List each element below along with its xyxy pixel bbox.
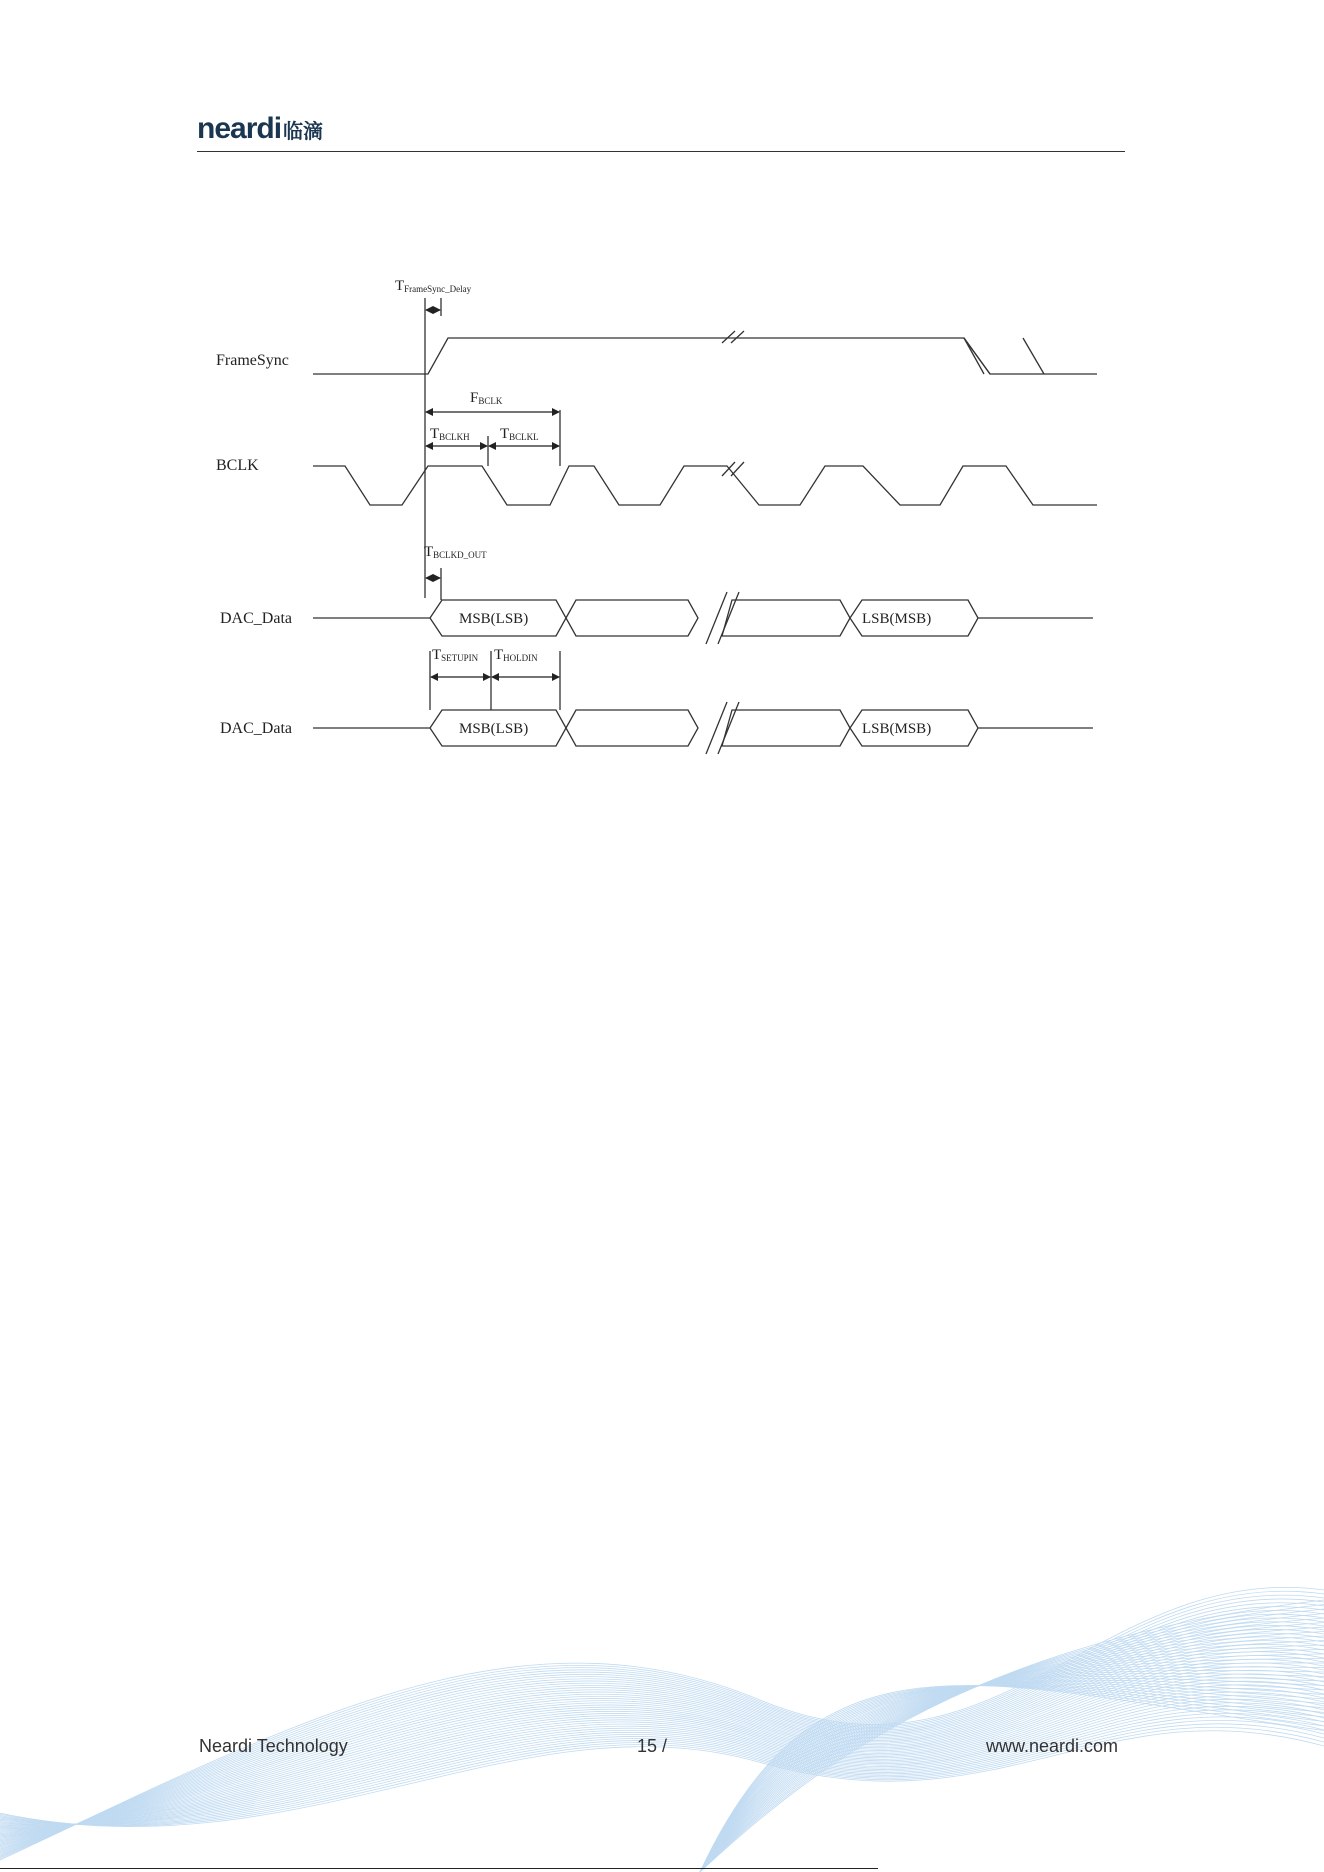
footer-website[interactable]: www.neardi.com <box>985 1736 1118 1756</box>
label-t-bclkh: TBCLKH <box>430 426 470 442</box>
label-framesync: FrameSync <box>216 352 289 369</box>
label-dac-data-2: DAC_Data <box>220 720 292 737</box>
footer-company: Neardi Technology <box>199 1736 348 1756</box>
label-f-bclk: FBCLK <box>470 390 503 406</box>
logo-wordmark: neardi <box>197 112 282 145</box>
label-t-bclkl: TBCLKL <box>500 426 539 442</box>
label-t-holdin: THOLDIN <box>494 647 538 663</box>
label-msb-lsb-2: MSB(LSB) <box>459 721 529 737</box>
framesync-waveform <box>313 338 1097 374</box>
label-msb-lsb-1: MSB(LSB) <box>459 611 529 627</box>
label-t-framesync-delay: TFrameSync_Delay <box>395 278 472 294</box>
label-t-setupin: TSETUPIN <box>432 647 479 663</box>
label-bclk: BCLK <box>216 457 259 474</box>
label-t-bclkd-out: TBCLKD_OUT <box>424 544 487 560</box>
footer-rule <box>0 1868 878 1869</box>
label-dac-data-1: DAC_Data <box>220 610 292 627</box>
logo-cjk: 临滴 <box>283 119 324 143</box>
bclk-waveform <box>313 466 1097 505</box>
label-lsb-msb-2: LSB(MSB) <box>862 721 932 737</box>
footer-page-number: 15 / <box>637 1736 668 1756</box>
label-lsb-msb-1: LSB(MSB) <box>862 611 932 627</box>
